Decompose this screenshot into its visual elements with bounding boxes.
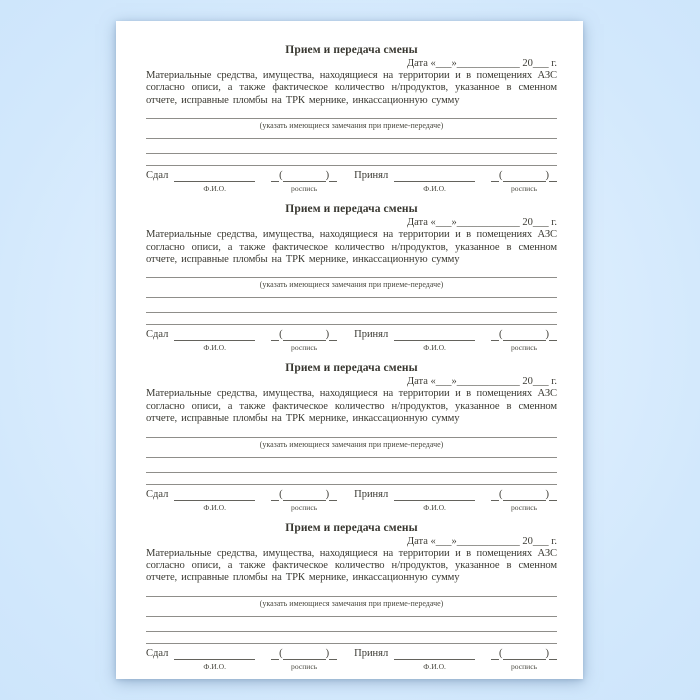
body-text-line: отчете, исправные пломбы на ТРК мернике, инкассационную сумму [146,413,460,425]
remarks-fill-line [146,165,557,166]
received-name-field [394,648,475,671]
body-text-line: Материальные средства, имущества, находящиеся на территории и в помещениях АЗС [146,547,557,559]
date-line: Дата «___»____________ 20___ г. [406,217,557,229]
received-signature-field [491,489,557,512]
remarks-fill-line [146,324,557,325]
gave-signature-field [271,329,337,352]
section-title: Прием и передача смены [285,362,418,375]
fio-caption: Ф.И.О. [203,661,227,671]
gave-signature-field [271,648,337,671]
gave-label: Сдал [146,488,169,500]
name-fill-line [174,648,255,660]
gave-label: Сдал [146,647,169,659]
gave-name-field [174,648,255,671]
name-fill-line [394,329,475,341]
shift-handover-section [146,203,557,352]
remarks-hint: (указать имеющиеся замечания при приеме-передаче) [259,121,444,131]
signature-fill-line: ( ) [271,329,337,341]
gave-signature-field [271,170,337,193]
received-name-field [394,489,475,512]
signature-caption: роспись [291,184,318,194]
remarks-fill-line [146,484,557,485]
signature-fill-line: ( ) [271,489,337,501]
fio-caption: Ф.И.О. [423,502,446,512]
body-text-line: отчете, исправные пломбы на ТРК мернике, инкассационную сумму [146,94,460,106]
received-label: Принял [354,170,389,182]
signature-caption: роспись [510,502,538,512]
name-fill-line [174,329,255,341]
fio-caption: Ф.И.О. [423,343,446,353]
body-text-line: согласно описи, а также фактическое количество н/продуктов, указанное в сменном [146,560,557,572]
remarks-fill-line [146,277,557,278]
received-name-field [394,329,475,352]
shift-handover-section [146,522,557,671]
remarks-fill-line [146,643,557,644]
document-page [116,21,583,679]
signature-row [146,329,557,352]
signature-caption: роспись [291,343,318,353]
section-title: Прием и передача смены [285,203,418,216]
name-fill-line [174,489,255,501]
remarks-hint: (указать имеющиеся замечания при приеме-передаче) [259,598,444,608]
section-title: Прием и передача смены [285,44,418,56]
date-line: Дата «___»____________ 20___ г. [406,535,557,547]
received-label: Принял [354,647,389,659]
name-fill-line [394,489,475,501]
signature-caption: роспись [291,661,318,671]
signature-row [146,489,557,512]
section-title: Прием и передача смены [285,521,418,534]
shift-handover-section [146,44,557,193]
signature-fill-line: ( ) [271,170,337,182]
remarks-fill-line [146,297,557,298]
fio-caption: Ф.И.О. [203,184,227,194]
remarks-fill-line [146,631,557,632]
body-text-line: согласно описи, а также фактическое количество н/продуктов, указанное в сменном [146,241,557,253]
remarks-fill-line [146,457,557,458]
signature-caption: роспись [510,661,538,671]
remarks-fill-line [146,437,557,438]
fio-caption: Ф.И.О. [203,343,227,353]
signature-fill-line: ( ) [271,648,337,660]
body-text-line: Материальные средства, имущества, находящиеся на территории и в помещениях АЗС [146,229,557,241]
body-text-line: отчете, исправные пломбы на ТРК мернике, инкассационную сумму [146,254,460,266]
fio-caption: Ф.И.О. [423,184,446,194]
body-text-line: Материальные средства, имущества, находящиеся на территории и в помещениях АЗС [146,70,557,81]
received-signature-field [491,648,557,671]
remarks-fill-line [146,153,557,154]
received-label: Принял [354,329,389,341]
remarks-fill-line [146,472,557,473]
gave-signature-field [271,489,337,512]
signature-caption: роспись [510,184,538,194]
fio-caption: Ф.И.О. [423,661,446,671]
name-fill-line [174,170,255,182]
signature-caption: роспись [510,343,538,353]
received-name-field [394,170,475,193]
remarks-fill-line [146,616,557,617]
body-text-line: согласно описи, а также фактическое количество н/продуктов, указанное в сменном [146,400,557,412]
signature-caption: роспись [291,502,318,512]
remarks-fill-line [146,138,557,139]
signature-fill-line: ( ) [491,170,557,182]
gave-label: Сдал [146,329,169,341]
remarks-hint: (указать имеющиеся замечания при приеме-передаче) [259,280,444,290]
body-text-line: Материальные средства, имущества, находящиеся на территории и в помещениях АЗС [146,388,557,400]
gave-name-field [174,170,255,193]
gave-name-field [174,489,255,512]
fio-caption: Ф.И.О. [203,502,227,512]
signature-fill-line: ( ) [491,648,557,660]
received-signature-field [491,170,557,193]
remarks-hint: (указать имеющиеся замечания при приеме-передаче) [259,439,444,449]
received-signature-field [491,329,557,352]
remarks-fill-line [146,312,557,313]
body-text-line: согласно описи, а также фактическое количество н/продуктов, указанное в сменном [146,82,557,94]
remarks-fill-line [146,596,557,597]
signature-fill-line: ( ) [491,329,557,341]
signature-fill-line: ( ) [491,489,557,501]
shift-handover-section [146,362,557,511]
name-fill-line [394,170,475,182]
signature-row [146,648,557,671]
date-line: Дата «___»____________ 20___ г. [406,58,557,69]
signature-row [146,170,557,193]
date-line: Дата «___»____________ 20___ г. [406,376,557,388]
body-text-line: отчете, исправные пломбы на ТРК мернике, инкассационную сумму [146,572,460,584]
remarks-fill-line [146,118,557,119]
gave-name-field [174,329,255,352]
name-fill-line [394,648,475,660]
received-label: Принял [354,488,389,500]
gave-label: Сдал [146,170,169,182]
